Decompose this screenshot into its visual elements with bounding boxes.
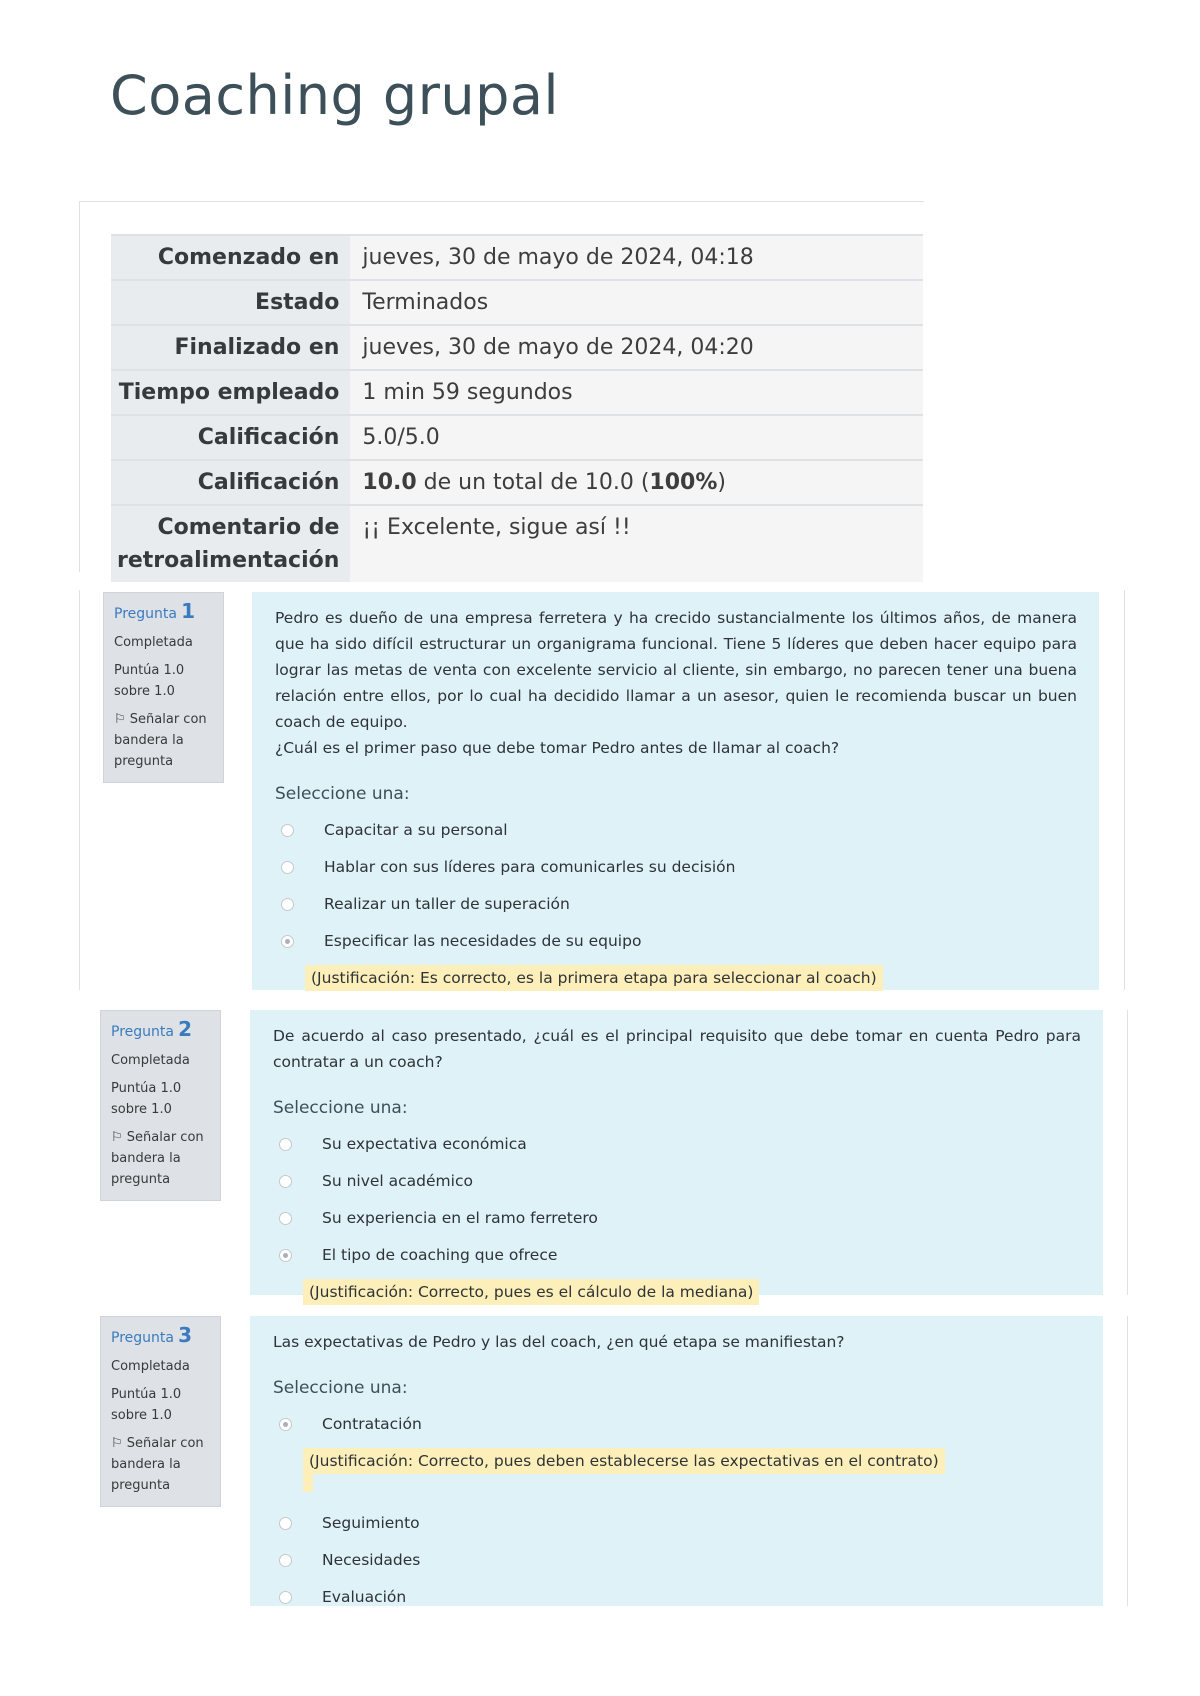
summary-value: Terminados (350, 280, 923, 325)
option-label: Hablar con sus líderes para comunicarles su decisión (324, 858, 736, 876)
answer-option[interactable] (273, 1131, 1081, 1157)
option-label: Su expectativa económica (322, 1135, 527, 1153)
summary-label: Finalizado en (111, 325, 350, 370)
answer-option-selected[interactable] (273, 1411, 1081, 1437)
answer-option-selected[interactable] (273, 1242, 1081, 1268)
option-feedback: (Justificación: Es correcto, es la primera etapa para seleccionar al coach) (305, 965, 883, 991)
option-label: Su experiencia en el ramo ferretero (322, 1209, 598, 1227)
summary-row-marks (111, 415, 923, 460)
question-text: De acuerdo al caso presentado, ¿cuál es el principal requisito que debe tomar en cuenta Pedro para contratar a un coach? (273, 1027, 1081, 1071)
flag-question-link[interactable] (114, 709, 222, 772)
question-info (100, 1316, 221, 1507)
answer-option[interactable] (273, 1205, 1081, 1231)
radio-button[interactable] (279, 1554, 292, 1567)
summary-value: 5.0/5.0 (350, 415, 923, 460)
answer-option[interactable] (273, 1547, 1081, 1573)
option-label: El tipo de coaching que ofrece (322, 1246, 558, 1264)
question-number: 2 (178, 1017, 193, 1041)
question-label: Pregunta (111, 1330, 174, 1346)
answer-option-selected[interactable] (275, 928, 1077, 954)
question-grade: Puntúa 1.0 sobre 1.0 (114, 663, 185, 699)
option-label: Seguimiento (322, 1514, 420, 1532)
flag-question-link[interactable] (111, 1433, 219, 1496)
summary-label: Calificación (111, 415, 350, 460)
flag-icon: ⚐ (114, 712, 130, 727)
summary-label: Comenzado en (111, 235, 350, 280)
grade-value: 10.0 (362, 470, 417, 495)
question-content (250, 1316, 1103, 1606)
radio-button[interactable] (279, 1591, 292, 1604)
feedback-highlight (303, 1474, 313, 1492)
option-label: Su nivel académico (322, 1172, 473, 1190)
question-number: 3 (178, 1323, 193, 1347)
flag-icon: ⚐ (111, 1436, 127, 1451)
radio-button[interactable] (279, 1175, 292, 1188)
answer-option[interactable] (275, 817, 1077, 843)
option-feedback: (Justificación: Correcto, pues deben establecerse las expectativas en el contrato) (303, 1448, 945, 1474)
option-label: Necesidades (322, 1551, 421, 1569)
radio-button[interactable] (281, 898, 294, 911)
radio-button[interactable] (281, 861, 294, 874)
radio-button-checked[interactable] (279, 1418, 292, 1431)
summary-row-state (111, 280, 923, 325)
flag-question-link[interactable] (111, 1127, 219, 1190)
summary-row-started (111, 235, 923, 280)
option-feedback: (Justificación: Correcto, pues es el cálculo de la mediana) (303, 1279, 759, 1305)
option-label: Evaluación (322, 1588, 407, 1606)
question-grade: Puntúa 1.0 sobre 1.0 (111, 1081, 182, 1117)
answer-option[interactable] (275, 891, 1077, 917)
summary-value: 1 min 59 segundos (350, 370, 923, 415)
question-divider (1127, 1316, 1128, 1606)
radio-button[interactable] (279, 1517, 292, 1530)
question-text: Pedro es dueño de una empresa ferretera y ha crecido sustancialmente los últimos años, de manera que ha sido difícil estructurar un organigrama funcional. Tiene 5 líderes que deben hacer equipo para lograr las metas de venta con excelente servicio al cliente, sin embargo, no parecen tener una buena relación entre ellos, por lo cual ha decidido llamar a un asesor, quien le recomienda buscar un buen coach de equipo. (275, 609, 1077, 731)
summary-label: Calificación (111, 460, 350, 505)
radio-button-checked[interactable] (279, 1249, 292, 1262)
option-label: Capacitar a su personal (324, 821, 508, 839)
option-label: Contratación (322, 1415, 422, 1433)
grade-mid: de un total de 10.0 ( (416, 470, 650, 495)
summary-value (350, 460, 923, 505)
question-state: Completada (111, 1053, 190, 1068)
summary-label: Estado (111, 280, 350, 325)
radio-button[interactable] (281, 824, 294, 837)
flag-label: Señalar con bandera la pregunta (111, 1130, 204, 1187)
summary-row-grade (111, 460, 923, 505)
answer-list (275, 817, 1077, 997)
question-number: 1 (181, 599, 196, 623)
summary-value: jueves, 30 de mayo de 2024, 04:20 (350, 325, 923, 370)
question-divider (1127, 1010, 1128, 1295)
summary-label: Comentario de retroalimentación (111, 505, 350, 582)
flag-label: Señalar con bandera la pregunta (114, 712, 207, 769)
question-text: Las expectativas de Pedro y las del coach, ¿en qué etapa se manifiestan? (273, 1333, 845, 1351)
flag-icon: ⚐ (111, 1130, 127, 1145)
grade-end: ) (717, 470, 726, 495)
question-label: Pregunta (111, 1024, 174, 1040)
answer-list (273, 1411, 1081, 1610)
question-content (250, 1010, 1103, 1301)
question-label: Pregunta (114, 606, 177, 622)
option-label: Realizar un taller de superación (324, 895, 570, 913)
grade-percent: 100% (649, 470, 718, 495)
answer-option[interactable] (273, 1584, 1081, 1610)
question-prompt-text: ¿Cuál es el primer paso que debe tomar Pedro antes de llamar al coach? (275, 739, 840, 757)
flag-label: Señalar con bandera la pregunta (111, 1436, 204, 1493)
question-grade: Puntúa 1.0 sobre 1.0 (111, 1387, 182, 1423)
question-divider (79, 590, 80, 990)
page-title: Coaching grupal (110, 64, 559, 127)
summary-value: ¡¡ Excelente, sigue así !! (350, 505, 923, 582)
radio-button[interactable] (279, 1138, 292, 1151)
question-content (252, 592, 1099, 990)
summary-row-time-taken (111, 370, 923, 415)
summary-value: jueves, 30 de mayo de 2024, 04:18 (350, 235, 923, 280)
question-state: Completada (111, 1359, 190, 1374)
answer-option[interactable] (275, 854, 1077, 880)
option-label: Especificar las necesidades de su equipo (324, 932, 642, 950)
answer-option[interactable] (273, 1168, 1081, 1194)
select-one-prompt: Seleccione una: (275, 784, 410, 804)
radio-button-checked[interactable] (281, 935, 294, 948)
select-one-prompt: Seleccione una: (273, 1378, 408, 1398)
question-state: Completada (114, 635, 193, 650)
question-info (100, 1010, 221, 1201)
summary-row-feedback (111, 505, 923, 582)
summary-label: Tiempo empleado (111, 370, 350, 415)
radio-button[interactable] (279, 1212, 292, 1225)
question-info (103, 592, 224, 783)
answer-list (273, 1131, 1081, 1311)
attempt-summary-table (111, 234, 923, 582)
summary-row-finished (111, 325, 923, 370)
question-divider (1124, 590, 1125, 990)
answer-option[interactable] (273, 1510, 1081, 1536)
select-one-prompt: Seleccione una: (273, 1098, 408, 1118)
